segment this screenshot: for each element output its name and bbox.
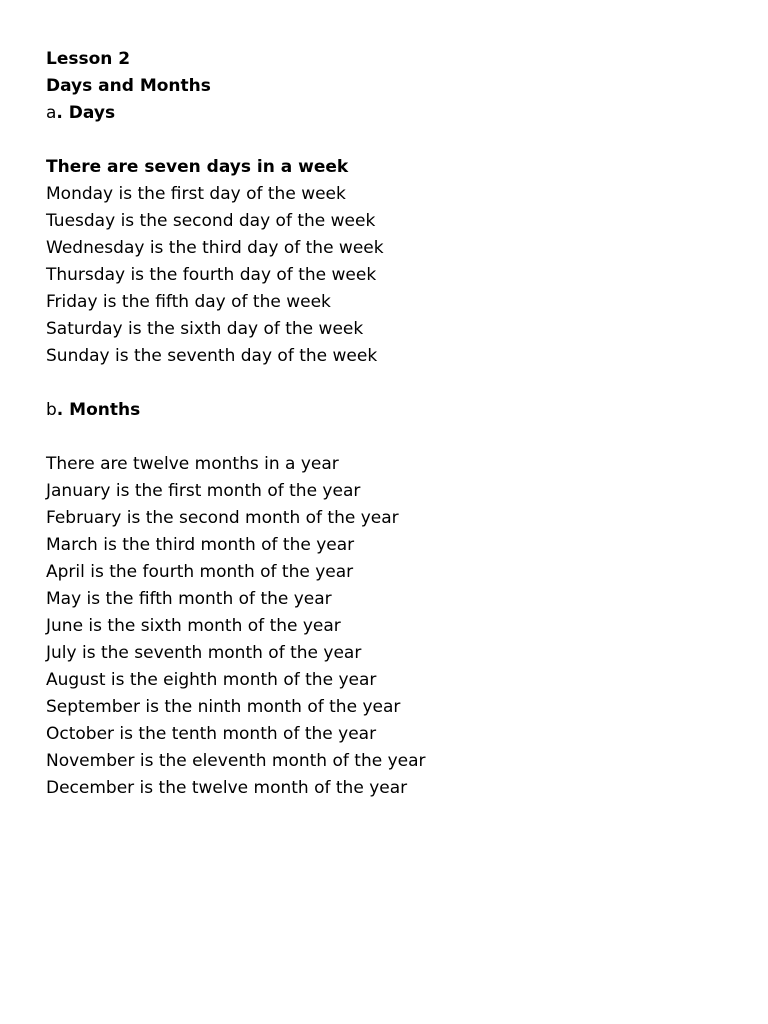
spacer: [46, 127, 726, 154]
month-line: June is the sixth month of the year: [46, 616, 341, 636]
month-line: May is the fifth month of the year: [46, 589, 332, 609]
day-line: Wednesday is the third day of the week: [46, 238, 384, 258]
section-days-heading: [46, 100, 726, 127]
section-months-heading-text: . Months: [56, 400, 141, 420]
day-line: Monday is the first day of the week: [46, 184, 346, 204]
section-months-marker: b: [46, 400, 57, 420]
days-intro: There are seven days in a week: [46, 157, 349, 177]
month-line: November is the eleventh month of the year: [46, 751, 426, 771]
day-line: Thursday is the fourth day of the week: [46, 265, 377, 285]
document-page: [46, 46, 726, 802]
day-line: Sunday is the seventh day of the week: [46, 346, 378, 366]
day-line: Friday is the fifth day of the week: [46, 292, 331, 312]
section-days-marker: a: [46, 103, 57, 123]
month-line: October is the tenth month of the year: [46, 724, 377, 744]
day-line: Tuesday is the second day of the week: [46, 211, 376, 231]
section-days-heading-text: . Days: [56, 103, 116, 123]
lesson-number: Lesson 2: [46, 49, 131, 69]
month-line: August is the eighth month of the year: [46, 670, 377, 690]
month-line: December is the twelve month of the year: [46, 778, 408, 798]
month-line: January is the first month of the year: [46, 481, 361, 501]
section-months-heading: [46, 397, 726, 424]
month-line: April is the fourth month of the year: [46, 562, 354, 582]
lesson-title: Days and Months: [46, 76, 211, 96]
month-line: September is the ninth month of the year: [46, 697, 401, 717]
spacer: [46, 370, 726, 397]
spacer: [46, 424, 726, 451]
month-line: March is the third month of the year: [46, 535, 355, 555]
month-line: February is the second month of the year: [46, 508, 399, 528]
day-line: Saturday is the sixth day of the week: [46, 319, 364, 339]
month-line: July is the seventh month of the year: [46, 643, 362, 663]
months-intro: There are twelve months in a year: [46, 454, 339, 474]
